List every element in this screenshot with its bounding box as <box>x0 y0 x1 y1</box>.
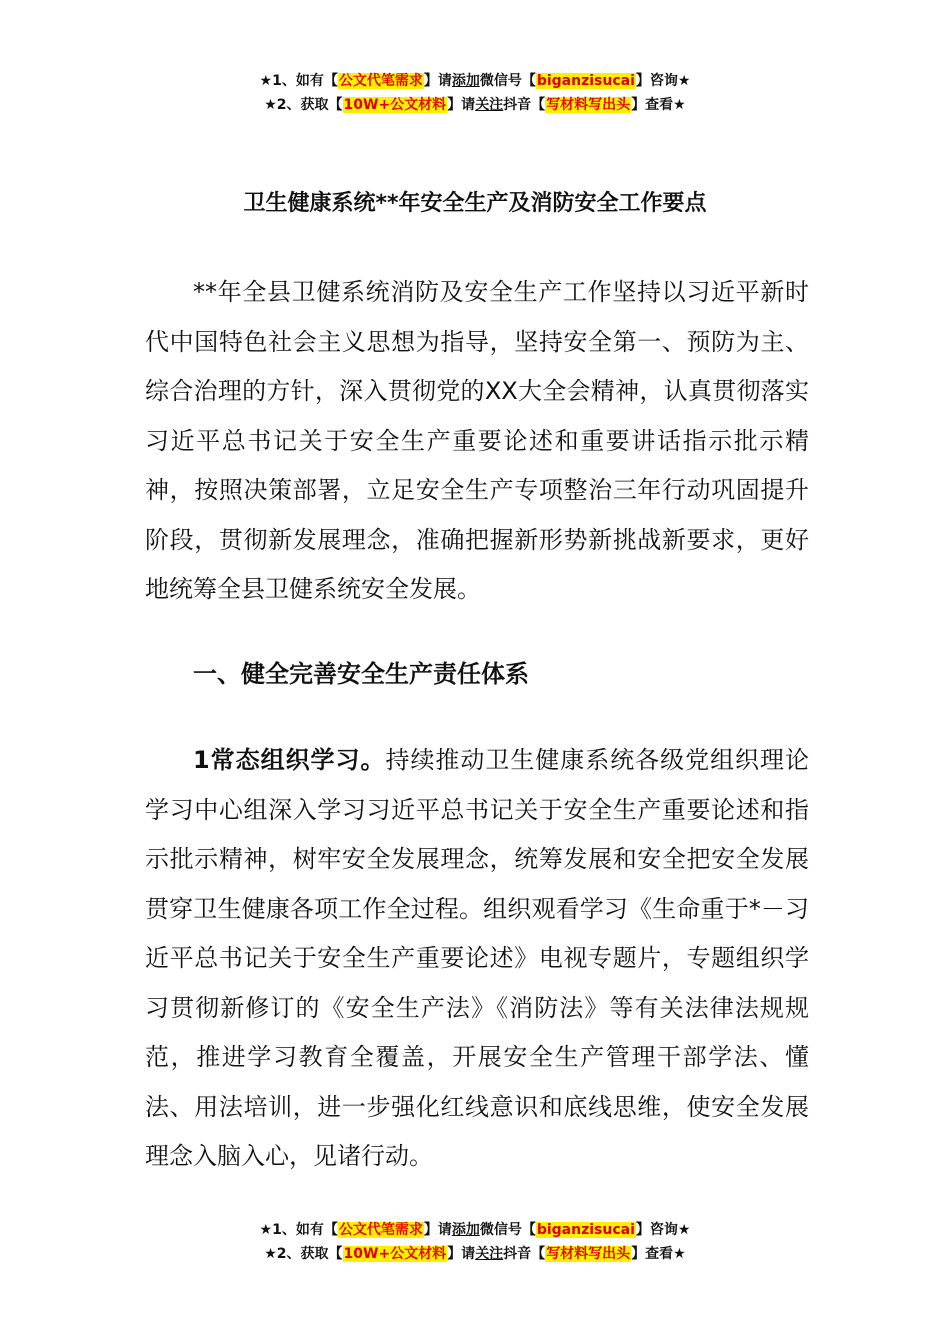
banner-text: 抖音【 <box>503 1246 546 1262</box>
banner-text: 抖音【 <box>503 97 546 113</box>
banner-highlight: 公文代笔需求 <box>338 73 423 89</box>
item-body: 持续推动卫生健康系统各级党组织理论学习中心组深入学习习近平总书记关于安全生产重要论述和指示批示精神，树牢安全发展理念，统筹发展和安全把安全发展贯穿卫生健康各项工作全过程。组织观看学习《生命重于*－习近平总书记关于安全生产重要论述》电视专题片，专题组织学习贯彻新修订的《安全生产法》《消防法》等有关法律法规规范，推进学习教育全覆盖，开展安全生产管理干部学法、懂法、用法培训，进一步强化红线意识和底线思维，使安全发展理念入脑入心，见诸行动。 <box>145 746 809 1170</box>
item-paragraph <box>145 736 809 1182</box>
footer-banner <box>0 1218 950 1266</box>
banner-highlight: 写材料写出头 <box>546 1246 631 1262</box>
banner-text: 】查看★ <box>631 1246 686 1262</box>
banner-text: ★1、如有【 <box>259 1222 338 1238</box>
banner-text: 微信号【 <box>479 73 536 89</box>
banner-text: ★2、获取【 <box>264 97 343 113</box>
banner-underline: 关注 <box>475 97 504 113</box>
banner-text: 】请 <box>447 1246 476 1262</box>
banner-text: 】咨询★ <box>635 1222 691 1238</box>
banner-highlight: 公文代笔需求 <box>338 1222 423 1238</box>
banner-text: 】请 <box>423 73 452 89</box>
banner-text: 微信号【 <box>479 1222 536 1238</box>
banner-text: 】查看★ <box>631 97 686 113</box>
banner-highlight: biganzisucai <box>536 73 635 89</box>
banner-underline: 添加 <box>451 1222 480 1238</box>
banner-line-1 <box>0 1218 950 1242</box>
banner-line-2 <box>0 93 950 117</box>
banner-highlight: biganzisucai <box>536 1222 635 1238</box>
item-lead: 1常态组织学习。 <box>193 746 386 774</box>
banner-underline: 添加 <box>451 73 480 89</box>
banner-highlight: 写材料写出头 <box>546 97 631 113</box>
banner-text: 】请 <box>447 97 476 113</box>
section-heading: 一、健全完善安全生产责任体系 <box>193 660 529 688</box>
banner-line-2 <box>0 1242 950 1266</box>
banner-highlight: 10W+公文材料 <box>343 97 447 113</box>
banner-underline: 关注 <box>475 1246 504 1262</box>
banner-text: ★1、如有【 <box>259 73 338 89</box>
banner-text: 】请 <box>423 1222 452 1238</box>
intro-paragraph: **年全县卫健系统消防及安全生产工作坚持以习近平新时代中国特色社会主义思想为指导，坚持安全第一、预防为主、综合治理的方针，深入贯彻党的XX大全会精神，认真贯彻落实习近平总书记关于安全生产重要论述和重要讲话指示批示精神，按照决策部署，立足安全生产专项整治三年行动巩固提升阶段，贯彻新发展理念，准确把握新形势新挑战新要求，更好地统筹全县卫健系统安全发展。 <box>145 278 809 603</box>
banner-text: ★2、获取【 <box>264 1246 343 1262</box>
document-title: 卫生健康系统**年安全生产及消防安全工作要点 <box>243 191 707 216</box>
header-banner <box>0 69 950 117</box>
banner-text: 】咨询★ <box>635 73 691 89</box>
banner-highlight: 10W+公文材料 <box>343 1246 447 1262</box>
banner-line-1 <box>0 69 950 93</box>
